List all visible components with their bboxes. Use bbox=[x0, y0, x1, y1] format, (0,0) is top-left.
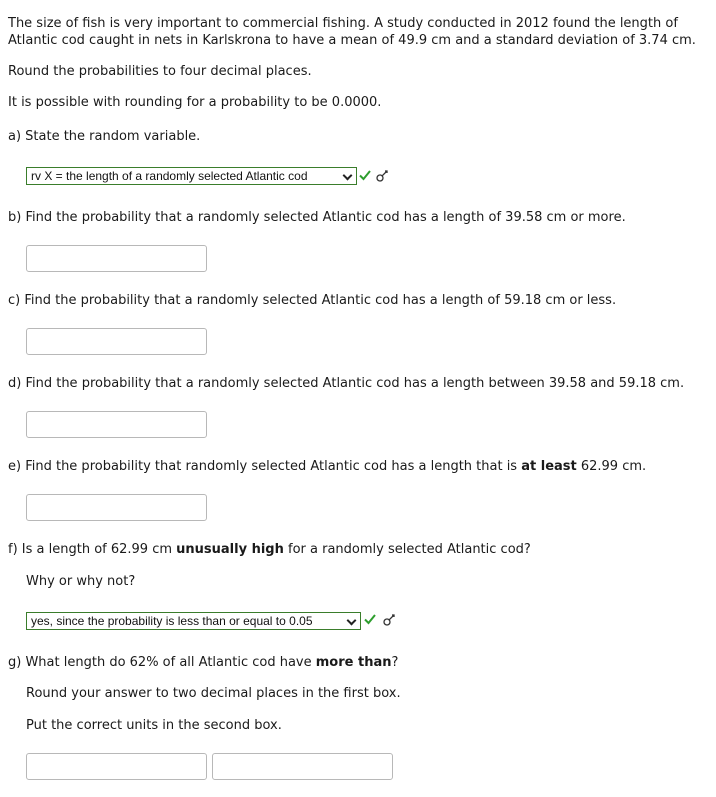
checkmark-icon bbox=[364, 613, 376, 625]
question-e: e) Find the probability that randomly selected Atlantic cod has a length that is at least 62.99 cm. bbox=[8, 459, 647, 474]
answer-g-units-input[interactable] bbox=[212, 753, 393, 780]
question-c: c) Find the probability that a randomly selected Atlantic cod has a length of 59.18 cm or less. bbox=[8, 293, 617, 308]
answer-e-input[interactable] bbox=[26, 494, 207, 521]
answer-g-value-input[interactable] bbox=[26, 753, 207, 780]
key-icon[interactable] bbox=[375, 169, 389, 183]
answer-b-input[interactable] bbox=[26, 245, 207, 272]
checkmark-icon bbox=[359, 169, 371, 181]
why-prompt: Why or why not? bbox=[26, 574, 136, 589]
answer-c-input[interactable] bbox=[26, 328, 207, 355]
units-note: Put the correct units in the second box. bbox=[26, 718, 282, 733]
question-d: d) Find the probability that a randomly selected Atlantic cod has a length between 39.58 and 59.18 cm. bbox=[8, 376, 685, 391]
question-b: b) Find the probability that a randomly selected Atlantic cod has a length of 39.58 cm or more. bbox=[8, 210, 626, 225]
question-f: f) Is a length of 62.99 cm unusually high for a randomly selected Atlantic cod? bbox=[8, 542, 531, 557]
intro-line-1: The size of fish is very important to commercial fishing. A study conducted in 2012 found the length of bbox=[8, 16, 678, 31]
unusual-reason-selected: yes, since the probability is less than or equal to 0.05 bbox=[31, 614, 313, 628]
intro-line-2: Atlantic cod caught in nets in Karlskrona to have a mean of 49.9 cm and a standard deviation of 3.74 cm. bbox=[8, 33, 696, 48]
rounding-note: It is possible with rounding for a probability to be 0.0000. bbox=[8, 95, 382, 110]
unusual-reason-select[interactable] bbox=[26, 612, 361, 630]
question-a: a) State the random variable. bbox=[8, 129, 201, 144]
chevron-down-icon bbox=[343, 171, 353, 181]
random-variable-select[interactable] bbox=[26, 167, 357, 185]
chevron-down-icon bbox=[347, 616, 357, 626]
question-g: g) What length do 62% of all Atlantic cod have more than? bbox=[8, 655, 399, 670]
round-two-decimals-note: Round your answer to two decimal places in the first box. bbox=[26, 686, 401, 701]
random-variable-selected: rv X = the length of a randomly selected Atlantic cod bbox=[31, 169, 308, 183]
key-icon[interactable] bbox=[382, 613, 396, 627]
round-note: Round the probabilities to four decimal places. bbox=[8, 64, 312, 79]
answer-d-input[interactable] bbox=[26, 411, 207, 438]
